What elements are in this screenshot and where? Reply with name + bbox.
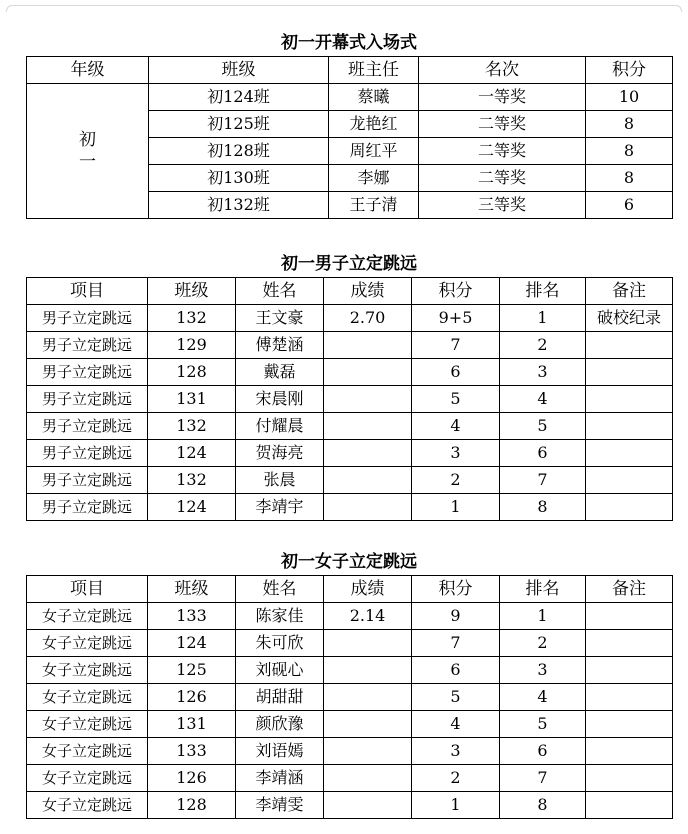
- header-cell-event: 项目: [27, 576, 148, 603]
- table-row: [27, 305, 673, 332]
- header-cell-class: 班级: [149, 57, 329, 84]
- header-cell-notes: 备注: [586, 278, 673, 305]
- table-cell: 破校纪录: [586, 305, 673, 332]
- table-cell: 128: [148, 792, 236, 819]
- table-cell: 132: [148, 467, 236, 494]
- table-cell: 4: [500, 684, 586, 711]
- table-cell: 4: [412, 711, 500, 738]
- table-cell: 戴磊: [236, 359, 324, 386]
- table-cell: 初132班: [149, 192, 329, 219]
- table-cell: 男子立定跳远: [27, 305, 148, 332]
- header-cell-points: 积分: [412, 278, 500, 305]
- table-cell: 李娜: [329, 165, 419, 192]
- header-cell-result: 成绩: [324, 278, 412, 305]
- table-row: [27, 413, 673, 440]
- table-cell: 9+5: [412, 305, 500, 332]
- table-cell: 女子立定跳远: [27, 630, 148, 657]
- table-cell: [324, 657, 412, 684]
- boys-long-jump-table: [26, 277, 673, 521]
- table-cell: 5: [412, 684, 500, 711]
- table-cell: [586, 494, 673, 521]
- table-cell: 8: [586, 138, 673, 165]
- table-cell: 初125班: [149, 111, 329, 138]
- table-cell: 8: [586, 165, 673, 192]
- table-cell: 二等奖: [419, 165, 586, 192]
- table-cell: 男子立定跳远: [27, 332, 148, 359]
- table-cell: 3: [412, 440, 500, 467]
- table-cell: 女子立定跳远: [27, 711, 148, 738]
- header-cell-notes: 备注: [586, 576, 673, 603]
- table-row: [27, 657, 673, 684]
- table-cell: 9: [412, 603, 500, 630]
- table-cell: 胡甜甜: [236, 684, 324, 711]
- table-cell: 3: [500, 657, 586, 684]
- table-cell: 132: [148, 305, 236, 332]
- table-cell: 男子立定跳远: [27, 440, 148, 467]
- table-cell: 2: [412, 467, 500, 494]
- table-cell: [586, 738, 673, 765]
- table-cell: [586, 359, 673, 386]
- table-cell: 125: [148, 657, 236, 684]
- table-header-row: [27, 576, 673, 603]
- table-cell: 二等奖: [419, 138, 586, 165]
- table-cell: [324, 738, 412, 765]
- table-cell: 6: [500, 738, 586, 765]
- table-cell: 3: [500, 359, 586, 386]
- table-cell: [586, 467, 673, 494]
- table-cell: [324, 684, 412, 711]
- table-cell: 女子立定跳远: [27, 792, 148, 819]
- table-cell: 李靖雯: [236, 792, 324, 819]
- table-cell: 132: [148, 413, 236, 440]
- table-cell: 初130班: [149, 165, 329, 192]
- table-cell: 2: [500, 332, 586, 359]
- table-cell: 朱可欣: [236, 630, 324, 657]
- table-cell: 蔡曦: [329, 84, 419, 111]
- table-cell: 7: [412, 630, 500, 657]
- table-cell: 5: [500, 711, 586, 738]
- table-cell: 5: [500, 413, 586, 440]
- table-cell: 8: [586, 111, 673, 138]
- table-cell: 8: [500, 792, 586, 819]
- table-cell: 6: [412, 657, 500, 684]
- grade-label-line1: 初: [79, 130, 96, 150]
- table-cell: [586, 657, 673, 684]
- table-cell: [586, 765, 673, 792]
- table-cell: 6: [412, 359, 500, 386]
- table-cell: [324, 792, 412, 819]
- table-cell: 131: [148, 386, 236, 413]
- opening-ceremony-title: 初一开幕式入场式: [281, 33, 417, 53]
- table-row: [27, 467, 673, 494]
- girls-long-jump-table: [26, 575, 673, 819]
- grade-merged-cell: [27, 84, 149, 219]
- table-cell: 初128班: [149, 138, 329, 165]
- table-cell: 2: [412, 765, 500, 792]
- table-cell: [324, 440, 412, 467]
- table-cell: 周红平: [329, 138, 419, 165]
- table-cell: 124: [148, 630, 236, 657]
- table-cell: [586, 630, 673, 657]
- table-cell: 5: [412, 386, 500, 413]
- table-cell: 8: [500, 494, 586, 521]
- table-cell: 124: [148, 440, 236, 467]
- header-cell-rank: 排名: [500, 278, 586, 305]
- table-cell: 王子清: [329, 192, 419, 219]
- table-cell: 王文豪: [236, 305, 324, 332]
- page-frame-edge: [6, 5, 682, 12]
- table-row: [27, 440, 673, 467]
- table-cell: 女子立定跳远: [27, 603, 148, 630]
- header-cell-result: 成绩: [324, 576, 412, 603]
- table-row: [27, 84, 673, 111]
- table-cell: 133: [148, 738, 236, 765]
- header-cell-event: 项目: [27, 278, 148, 305]
- header-cell-name: 姓名: [236, 576, 324, 603]
- table-cell: 4: [500, 386, 586, 413]
- table-cell: [324, 711, 412, 738]
- table-cell: 男子立定跳远: [27, 467, 148, 494]
- table-cell: 男子立定跳远: [27, 359, 148, 386]
- table-cell: [324, 359, 412, 386]
- table-header-row: [27, 278, 673, 305]
- table-cell: 6: [586, 192, 673, 219]
- table-cell: [586, 603, 673, 630]
- table-cell: 133: [148, 603, 236, 630]
- table-cell: 一等奖: [419, 84, 586, 111]
- table-cell: 张晨: [236, 467, 324, 494]
- table-cell: 2.70: [324, 305, 412, 332]
- table-cell: 李靖涵: [236, 765, 324, 792]
- table-cell: 贺海亮: [236, 440, 324, 467]
- opening-ceremony-section: [26, 30, 673, 219]
- header-cell-points: 积分: [586, 57, 673, 84]
- header-cell-name: 姓名: [236, 278, 324, 305]
- opening-ceremony-table: [26, 56, 673, 219]
- table-cell: 傅楚涵: [236, 332, 324, 359]
- table-cell: 陈家佳: [236, 603, 324, 630]
- table-cell: 女子立定跳远: [27, 738, 148, 765]
- table-row: [27, 711, 673, 738]
- table-header-row: [27, 57, 673, 84]
- table-cell: [324, 386, 412, 413]
- table-row: [27, 765, 673, 792]
- table-cell: 宋晨刚: [236, 386, 324, 413]
- table-cell: [586, 440, 673, 467]
- table-cell: 李靖宇: [236, 494, 324, 521]
- table-cell: 126: [148, 765, 236, 792]
- boys-long-jump-section: [26, 251, 673, 521]
- table-row: [27, 603, 673, 630]
- table-cell: 三等奖: [419, 192, 586, 219]
- header-cell-class: 班级: [148, 278, 236, 305]
- girls-long-jump-title: 初一女子立定跳远: [281, 552, 417, 572]
- table-row: [27, 630, 673, 657]
- table-cell: [324, 413, 412, 440]
- table-cell: [324, 467, 412, 494]
- table-cell: 女子立定跳远: [27, 684, 148, 711]
- table-cell: 刘语嫣: [236, 738, 324, 765]
- table-cell: 126: [148, 684, 236, 711]
- table-cell: 3: [412, 738, 500, 765]
- table-row: [27, 386, 673, 413]
- table-cell: 二等奖: [419, 111, 586, 138]
- table-cell: 男子立定跳远: [27, 386, 148, 413]
- table-row: [27, 738, 673, 765]
- table-cell: 刘砚心: [236, 657, 324, 684]
- header-cell-teacher: 班主任: [329, 57, 419, 84]
- table-row: [27, 332, 673, 359]
- table-cell: 4: [412, 413, 500, 440]
- table-cell: 龙艳红: [329, 111, 419, 138]
- table-row: [27, 359, 673, 386]
- table-row: [27, 792, 673, 819]
- table-cell: [586, 332, 673, 359]
- table-cell: 1: [500, 603, 586, 630]
- table-cell: 2: [500, 630, 586, 657]
- table-row: [27, 684, 673, 711]
- table-cell: 6: [500, 440, 586, 467]
- table-cell: 女子立定跳远: [27, 765, 148, 792]
- table-cell: [586, 413, 673, 440]
- table-cell: [324, 494, 412, 521]
- table-row: [27, 494, 673, 521]
- girls-long-jump-section: [26, 549, 673, 819]
- header-cell-class: 班级: [148, 576, 236, 603]
- table-cell: 128: [148, 359, 236, 386]
- table-cell: [324, 765, 412, 792]
- table-cell: 131: [148, 711, 236, 738]
- header-cell-points: 积分: [412, 576, 500, 603]
- header-cell-grade: 年级: [27, 57, 149, 84]
- grade-label-line2: 一: [79, 152, 96, 172]
- table-cell: [586, 386, 673, 413]
- table-cell: 124: [148, 494, 236, 521]
- table-cell: 7: [500, 765, 586, 792]
- table-cell: 2.14: [324, 603, 412, 630]
- table-cell: 女子立定跳远: [27, 657, 148, 684]
- table-cell: 1: [500, 305, 586, 332]
- table-cell: [324, 332, 412, 359]
- table-cell: 10: [586, 84, 673, 111]
- table-cell: 初124班: [149, 84, 329, 111]
- table-cell: 7: [500, 467, 586, 494]
- table-cell: 129: [148, 332, 236, 359]
- table-cell: 1: [412, 792, 500, 819]
- boys-long-jump-title: 初一男子立定跳远: [281, 254, 417, 274]
- table-cell: 颜欣豫: [236, 711, 324, 738]
- table-cell: [586, 684, 673, 711]
- table-cell: 7: [412, 332, 500, 359]
- table-cell: 付耀晨: [236, 413, 324, 440]
- table-cell: [586, 711, 673, 738]
- header-cell-placing: 名次: [419, 57, 586, 84]
- table-cell: 男子立定跳远: [27, 413, 148, 440]
- table-cell: 男子立定跳远: [27, 494, 148, 521]
- table-cell: [324, 630, 412, 657]
- table-cell: [586, 792, 673, 819]
- table-cell: 1: [412, 494, 500, 521]
- header-cell-rank: 排名: [500, 576, 586, 603]
